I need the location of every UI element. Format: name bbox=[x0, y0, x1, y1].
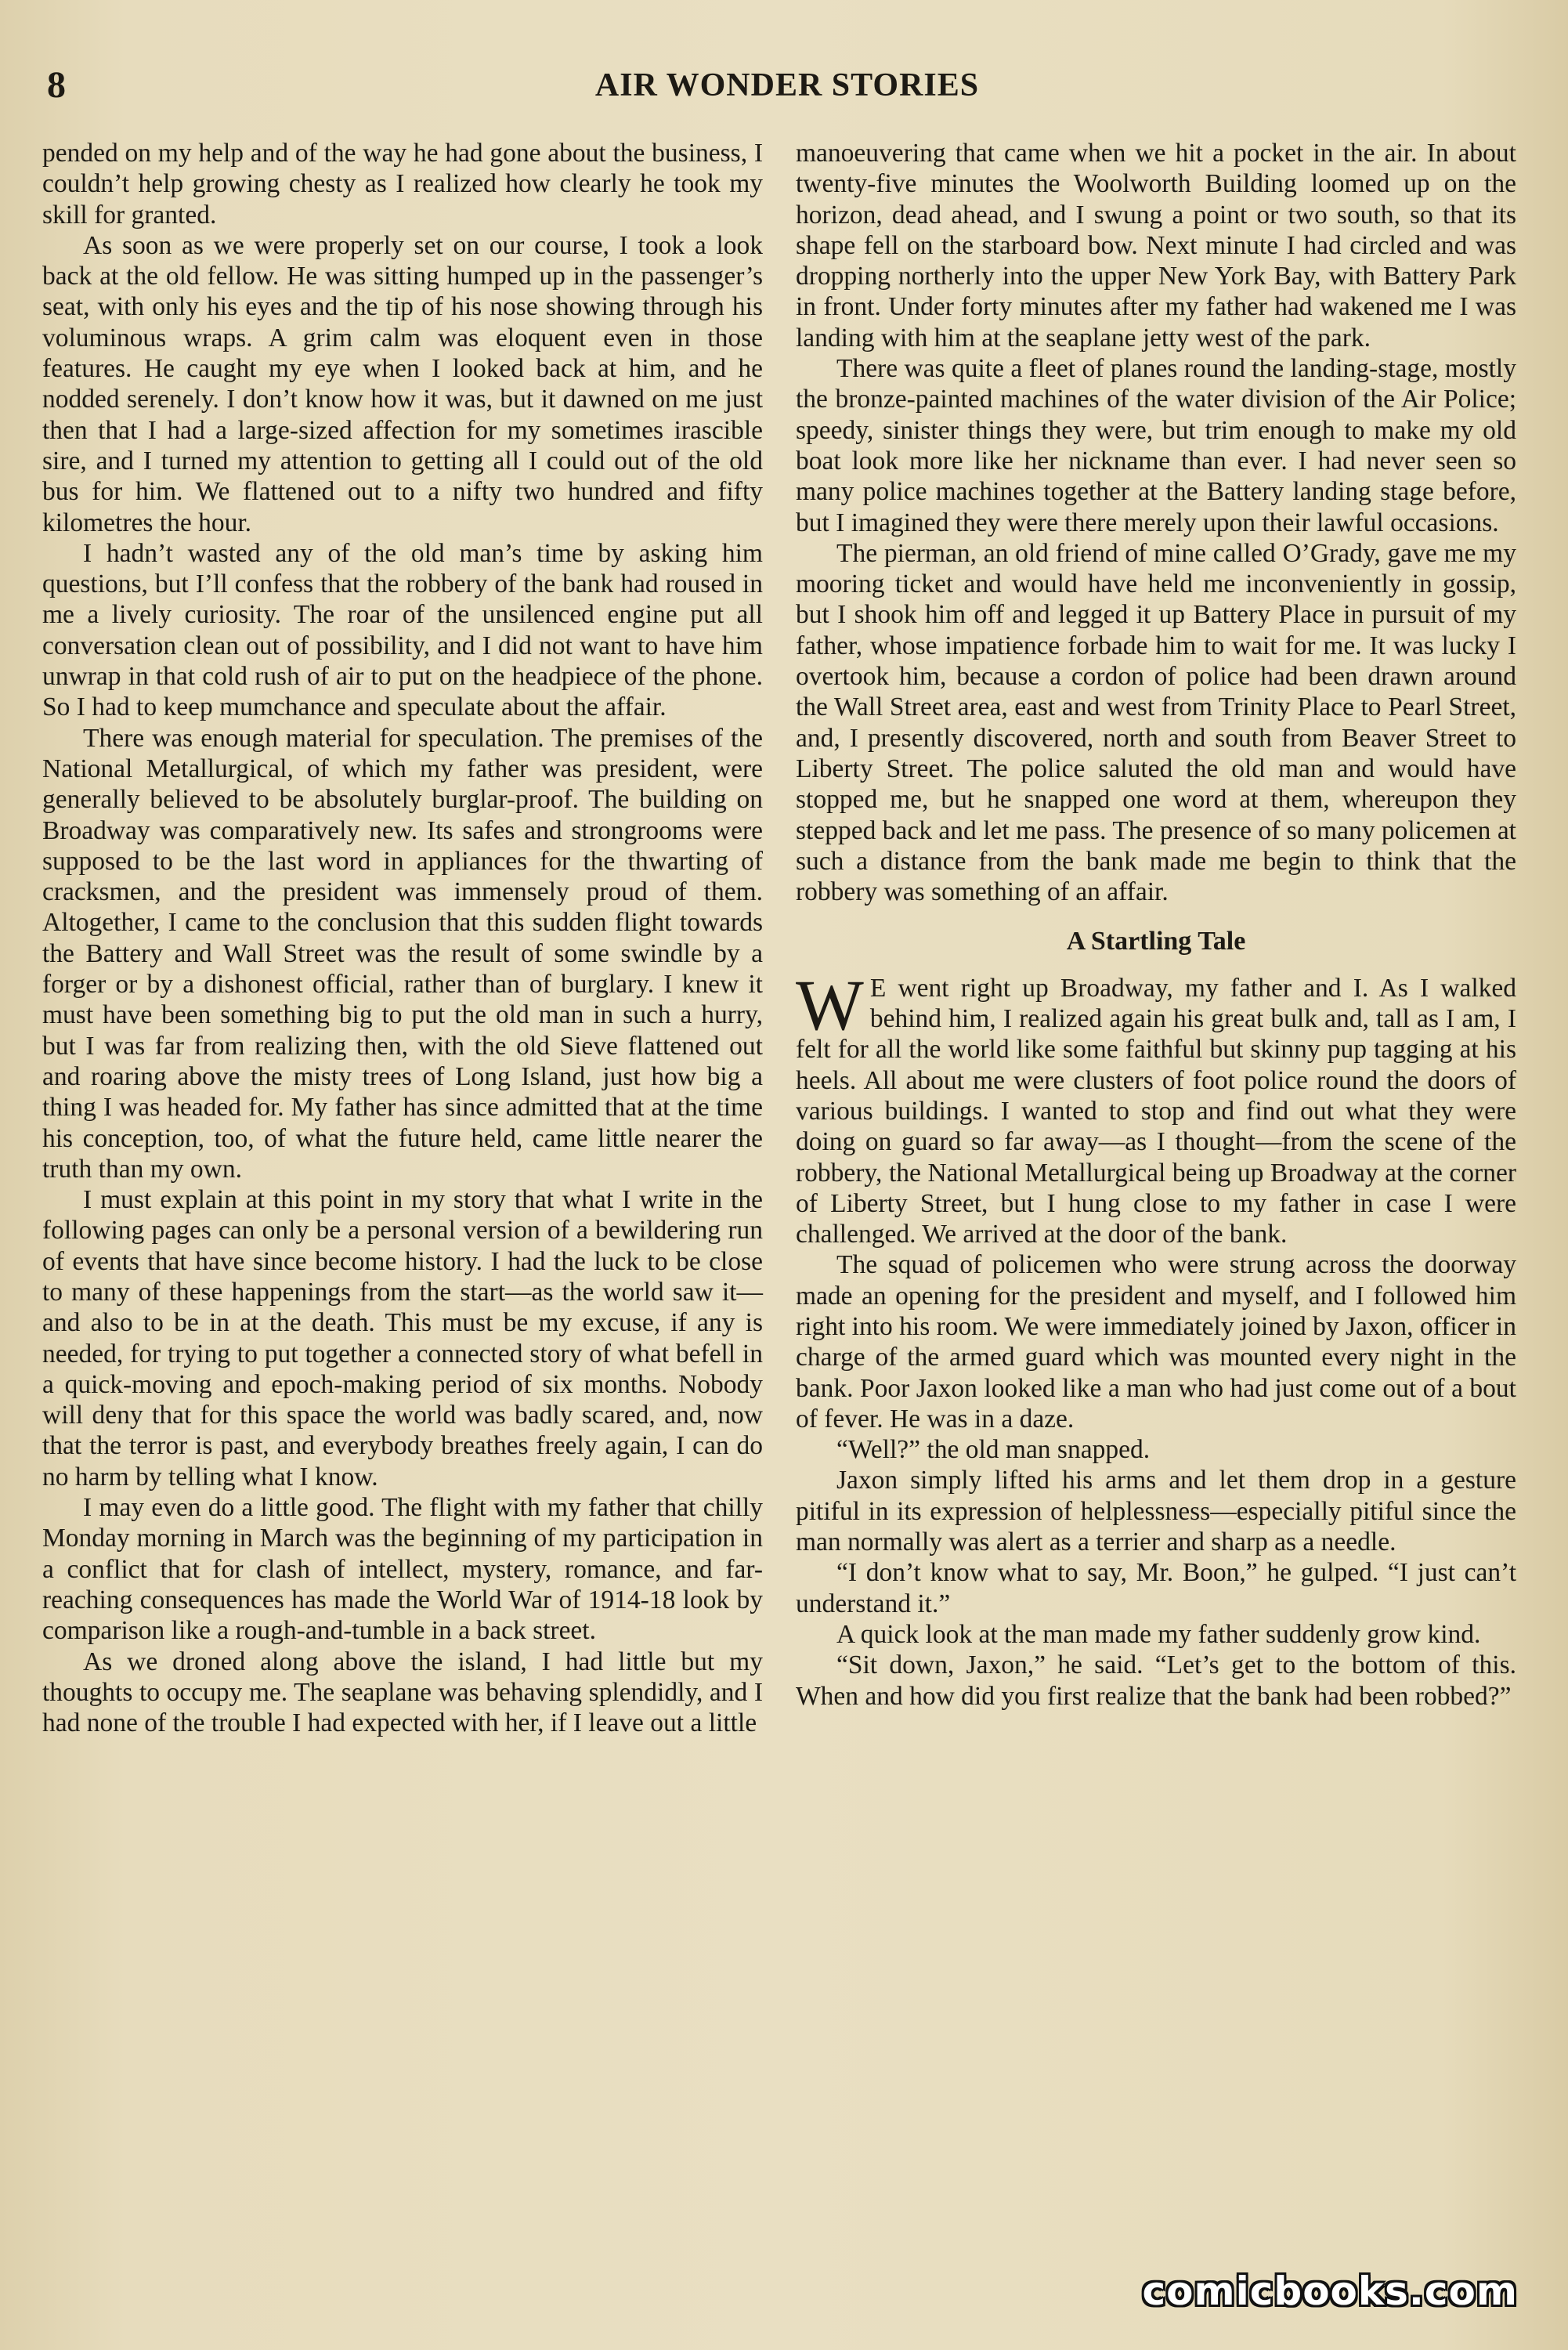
page-header bbox=[47, 61, 1527, 110]
paragraph: pended on my help and of the way he had gone about the business, I couldn’t help growing chesty as I realized how clearly he took my skill for granted. bbox=[42, 139, 763, 230]
paragraph: A quick look at the man made my father suddenly grow kind. bbox=[836, 1619, 1481, 1649]
paragraph: Jaxon simply lifted his arms and let them drop in a gesture pitiful in its expression of helplessness—especially pitiful since the man normally was alert as a terrier and sharp as a needle. bbox=[796, 1466, 1516, 1557]
paragraph: manoeuvering that came when we hit a pocket in the air. In about twenty-five minutes the Woolworth Building loomed up on the horizon, dead ahead, and I swung a point or two south, so that its shape fell on the starboard bow. Next minute I had circled and was dropping northerly into the upper New York Bay, with Battery Park in front. Under forty minutes after my father had wakened me I was landing with him at the seaplane jetty west of the park. bbox=[796, 139, 1516, 352]
paragraph: “I don’t know what to say, Mr. Boon,” he gulped. “I just can’t understand it.” bbox=[796, 1558, 1516, 1618]
paragraph: “Sit down, Jaxon,” he said. “Let’s get to the bottom of this. When and how did you first realize that the bank had been robbed?” bbox=[796, 1650, 1516, 1711]
paragraph: The pierman, an old friend of mine called O’Grady, gave me my mooring ticket and would have held me inconveniently in gossip, but I shook him off and legged it up Battery Place in pursuit of my father, whose impatience forbade him to wait for me. It was lucky I overtook him, because a cordon of police had been drawn around the Wall Street area, east and west from Trinity Place to Pearl Street, and, I presently discovered, north and south from Beaver Street to Liberty Street. The police saluted the old man and would have stopped me, but he snapped one word at them, whereupon they stepped back and let me pass. The presence of so many policemen at such a distance from the bank made me begin to think that the robbery was something of an affair. bbox=[796, 538, 1516, 907]
dropcap-paragraph bbox=[796, 964, 1516, 1250]
watermark-logo: comicbooks.com bbox=[1142, 2269, 1518, 2314]
page-number: 8 bbox=[47, 64, 66, 106]
paragraph: There was quite a fleet of planes round the landing-stage, mostly the bronze-painted machines of the water division of the Air Police; speedy, sinister things they were, but trim enough to make my old boat look more like her nickname than ever. I had never seen so many police machines together at the Battery landing stage before, but I imagined they were there merely upon their lawful occasions. bbox=[796, 354, 1516, 537]
paragraph: I hadn’t wasted any of the old man’s time by asking him questions, but I’ll confess that the robbery of the bank had roused in me a lively curiosity. The roar of the unsilenced engine put all conversation clean out of possibility, and I did not want to have him unwrap in that cold rush of air to put on the headpiece of the phone. So I had to keep mumchance and speculate about the affair. bbox=[42, 538, 763, 722]
right-column bbox=[796, 138, 1516, 1712]
section-heading: A Startling Tale bbox=[1066, 927, 1246, 956]
paragraph: I must explain at this point in my story that what I write in the following pages can only be a personal version of a bewildering run of events that have since become history. I had the luck to be close to many of these happenings from the start—as the world saw it—and also to be in at the death. This must be my excuse, if any is needed, for trying to put together a connected story of what befell in a quick-moving and epoch-making period of six months. Nobody will deny that for this space the world was badly scared, and, now that the terror is past, and everybody breathes freely again, I can do no harm by telling what I know. bbox=[42, 1185, 763, 1491]
paragraph: I may even do a little good. The flight with my father that chilly Monday morning in March was the beginning of my participation in a conflict that for clash of intellect, mystery, romance, and far-reaching consequences has made the World War of 1914-18 look by comparison like a rough-and-tumble in a back street. bbox=[42, 1493, 763, 1646]
paragraph: There was enough material for speculation. The premises of the National Metallurgical, of which my father was president, were generally believed to be absolutely burglar-proof. The building on Broadway was comparatively new. Its safes and strongrooms were supposed to be the last word in appliances for the thwarting of cracksmen, and the president was immensely proud of them. Altogether, I came to the conclusion that this sudden flight towards the Battery and Wall Street was the result of some swindle by a forger or by a dishonest official, rather than of burglary. I knew it must have been something big to put the old man in such a hurry, but I was far from realizing then, with the old Sieve flattened out and roaring above the misty trees of Long Island, just how big a thing I was headed for. My father has since admitted that at the time his conception, too, of what the future held, came little nearer the truth than my own. bbox=[42, 723, 763, 1184]
paragraph: As soon as we were properly set on our course, I took a look back at the old fellow. He was sitting humped up in the passenger’s seat, with only his eyes and the tip of his nose showing through his voluminous wraps. A grim calm was eloquent even in those features. He caught my eye when I looked back at him, and he nodded serenely. I don’t know how it was, but it dawned on me just then that I had a large-sized affection for my sometimes irascible sire, and I turned my attention to getting all I could out of the old bus for him. We flattened out to a nifty two hundred and fifty kilometres the hour. bbox=[42, 230, 763, 537]
drop-cap-letter: W bbox=[796, 964, 864, 1045]
paragraph: The squad of policemen who were strung across the doorway made an opening for the president and myself, and I followed him right into his room. We were immediately joined by Jaxon, officer in charge of the armed guard which was mounted every night in the bank. Poor Jaxon looked like a man who had just come out of a bout of fever. He was in a daze. bbox=[796, 1250, 1516, 1434]
dropcap-lead: E bbox=[869, 973, 887, 1003]
dropcap-rest: went right up Broadway, my father and I. As I walked behind him, I realized again his great bulk and, tall as I am, I felt for all the world like some faithful but skinny pup tagging at his heels. All about me were clusters of foot police round the doors of various buildings. I wanted to stop and find out what they were doing on guard so far away—as I thought—from the scene of the robbery, the National Metallurgical being up Broadway at the corner of Liberty Street, but I hung close to my father in case I were challenged. We arrived at the door of the bank. bbox=[796, 973, 1516, 1249]
paragraph: As we droned along above the island, I had little but my thoughts to occupy me. The seaplane was behaving splendidly, and I had none of the trouble I had expected with her, if I leave out a little bbox=[42, 1647, 763, 1738]
left-column bbox=[42, 138, 763, 1738]
running-head: AIR WONDER STORIES bbox=[594, 67, 980, 103]
paragraph: “Well?” the old man snapped. bbox=[836, 1435, 1151, 1465]
